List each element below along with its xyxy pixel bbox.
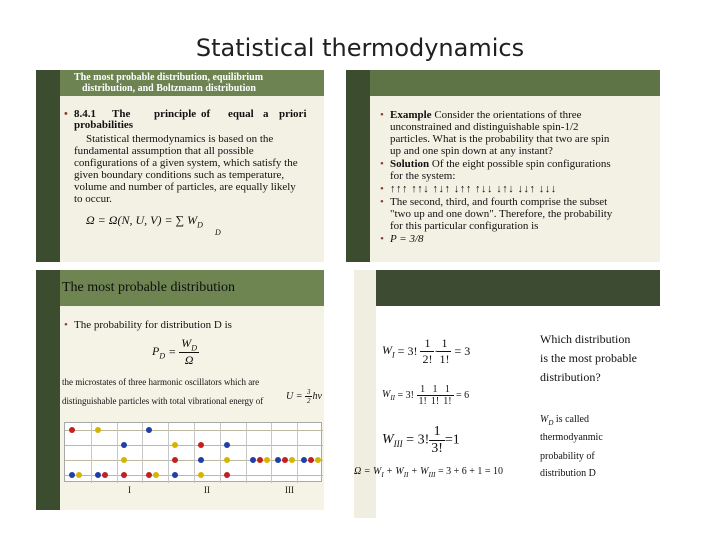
oscillator-dot — [301, 457, 307, 463]
w1-formula: $W_I = 3$! $\frac{1}{2!}$ · $\frac{1}{1!}$ = 3 — [382, 336, 471, 366]
column-divider — [194, 423, 195, 483]
slide-header — [60, 70, 324, 96]
omega-formula — [86, 213, 203, 229]
subset-line: • The second, third, and fourth comprise the subset — [390, 196, 607, 208]
oscillator-dot — [146, 472, 152, 478]
solution-text: Of the eight possible spin configurations — [431, 158, 611, 170]
spin-configurations: • ↑↑↑ ↑↑↓ ↑↓↑ ↓↑↑ ↑↓↓ ↓↑↓ ↓↓↑ ↓↓↓ — [390, 183, 557, 195]
heading-word: principle — [154, 108, 197, 120]
body-line: to occur. — [74, 193, 112, 205]
slide-most-probable — [36, 270, 324, 510]
heading-line-2: probabilities — [74, 119, 134, 131]
column-divider — [220, 423, 221, 483]
oscillator-dot — [224, 472, 230, 478]
distribution-label-ii: II — [204, 485, 210, 495]
oscillator-dot — [153, 472, 159, 478]
subset-line: for this particular configuration is — [390, 220, 539, 232]
note-line: probability of — [540, 451, 595, 462]
slide-header — [60, 270, 324, 306]
question-line: is the most probable — [540, 351, 637, 365]
body-line: volume and number of particles, are equally likely — [74, 181, 296, 193]
slide-header — [370, 70, 660, 96]
oscillator-dot — [172, 457, 178, 463]
oscillator-dot — [69, 427, 75, 433]
oscillator-dot — [257, 457, 263, 463]
column-divider — [168, 423, 169, 483]
formula-main: Ω = Ω(N, U, V) = ∑ W — [86, 213, 198, 227]
pd-lhs: $P_D$ — [152, 344, 166, 361]
pd-formula — [152, 336, 199, 368]
heading-word: of — [201, 108, 211, 120]
slide-sidebar — [36, 270, 60, 510]
question-line: Which distribution — [540, 332, 631, 346]
body-line: Statistical thermodynamics is based on the — [86, 133, 274, 145]
oscillator-dot — [224, 442, 230, 448]
slide-spin-example — [346, 70, 660, 262]
column-divider — [117, 423, 118, 483]
slide-top-band — [354, 270, 660, 306]
header-title: The most probable distribution — [62, 280, 236, 295]
oscillator-dot — [282, 457, 288, 463]
page-title: Statistical thermodynamics — [195, 34, 525, 62]
formula-sub: D — [197, 220, 203, 230]
oscillator-diagram — [64, 422, 322, 482]
question-line: distribution? — [540, 370, 601, 384]
solution-label: Solution — [390, 158, 430, 170]
column-divider — [142, 423, 143, 483]
column-divider — [91, 423, 92, 483]
heading-word: The — [112, 108, 131, 120]
note-line: thermodyanmic — [540, 432, 603, 443]
heading-number: • 8.4.1 — [74, 108, 96, 120]
example-line: particles. What is the probability that two are spin — [390, 133, 610, 145]
oscillator-dot — [172, 472, 178, 478]
subset-line: "two up and one down". Therefore, the probability — [390, 208, 613, 220]
oscillator-dot — [198, 457, 204, 463]
oscillator-dot — [315, 457, 321, 463]
oscillator-dot — [76, 472, 82, 478]
oscillator-dot — [198, 472, 204, 478]
oscillator-dot — [121, 442, 127, 448]
column-divider — [246, 423, 247, 483]
oscillator-dot — [250, 457, 256, 463]
column-divider — [271, 423, 272, 483]
distribution-label-iii: III — [285, 485, 294, 495]
oscillator-dot — [121, 472, 127, 478]
heading-word: equal — [228, 108, 254, 120]
slide-sidebar — [36, 70, 60, 262]
oscillator-dot — [198, 442, 204, 448]
solution-line — [390, 158, 611, 170]
body-line: fundamental assumption that all possible — [74, 145, 254, 157]
example-line: unconstrained and distinguishable spin-1/2 — [390, 121, 579, 133]
pd-fraction: $\frac{W_D}{\Omega}$ — [181, 336, 198, 368]
w3-formula: $W_{III} = 3$! $\frac{1}{3!}$ =1 — [382, 424, 460, 456]
note-line: distribution D — [540, 468, 596, 479]
microstates-line: the microstates of three harmonic oscillators which are — [62, 377, 260, 387]
distribution-label-i: I — [128, 485, 131, 495]
energy-formula: U = $\frac{3}{2}$ hν — [286, 388, 322, 405]
slide-side-band — [354, 270, 376, 518]
omega-sum: $\Omega = W_I + W_{II} + W_{III} = 3 + 6 + 1 = 10$ — [354, 466, 504, 479]
example-line: up and one spin down at any instant? — [390, 145, 553, 157]
slide-equal-a-priori — [36, 70, 324, 262]
body-line: given boundary conditions such as temperature, — [74, 169, 285, 181]
probability-result: • P = 3/8 — [390, 233, 424, 245]
oscillator-dot — [95, 472, 101, 478]
solution-line: for the system: — [390, 170, 456, 182]
oscillator-dot — [95, 427, 101, 433]
probability-bullet: • The probability for distribution D is — [74, 319, 232, 331]
oscillator-dot — [264, 457, 270, 463]
example-line — [390, 109, 582, 121]
header-line-1: The most probable distribution, equilibrium — [74, 72, 264, 83]
oscillator-dot — [308, 457, 314, 463]
note-line: $W_D$ is called — [540, 414, 589, 427]
oscillator-dot — [172, 442, 178, 448]
pd-equals: = — [168, 344, 177, 359]
oscillator-dot — [69, 472, 75, 478]
column-divider — [297, 423, 298, 483]
w2-formula: $W_{II} = 3$! $\frac{1}{1!}$ $\frac{1}{1!}$ $\frac{1}{1!}$ = 6 — [382, 384, 470, 407]
oscillator-dot — [146, 427, 152, 433]
header-line-2: distribution, and Boltzmann distribution — [82, 83, 256, 94]
slide-distribution-counts — [354, 270, 660, 518]
slide-sidebar — [346, 70, 370, 262]
oscillator-dot — [102, 472, 108, 478]
heading-word: priori — [279, 108, 307, 120]
heading-word: a — [263, 108, 269, 120]
microstates-line: distinguishable particles with total vibrational energy of — [62, 396, 264, 406]
sum-subscript: D — [215, 228, 221, 237]
oscillator-dot — [275, 457, 281, 463]
example-text: Consider the orientations of three — [434, 109, 582, 121]
oscillator-dot — [289, 457, 295, 463]
body-line: configurations of a given system, which satisfy the — [74, 157, 298, 169]
oscillator-dot — [121, 457, 127, 463]
oscillator-dot — [224, 457, 230, 463]
example-label: Example — [390, 109, 432, 121]
